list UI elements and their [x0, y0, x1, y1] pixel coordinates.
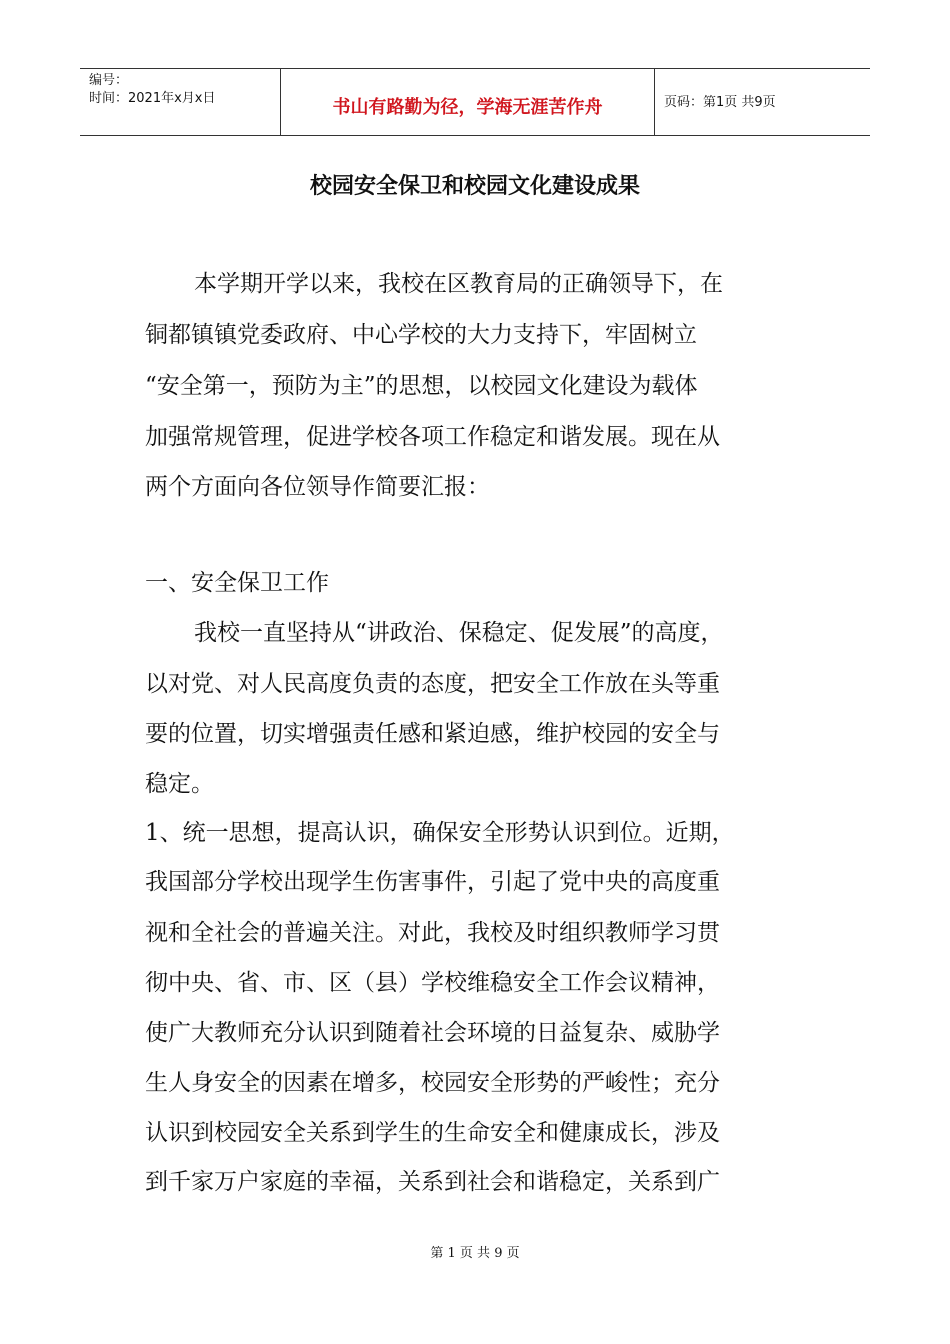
section-heading: 一、安全保卫工作	[145, 570, 329, 596]
body-line: 稳定。	[145, 771, 214, 797]
body-line: 1、统一思想，提高认识，确保安全形势认识到位。近期，	[145, 820, 735, 846]
body-line: 本学期开学以来，我校在区教育局的正确领导下，在	[194, 271, 723, 297]
page-header	[80, 68, 870, 136]
header-motto: 书山有路勤为径，学海无涯苦作舟	[332, 97, 603, 118]
header-motto-cell	[281, 69, 655, 135]
body-line: 我校一直坚持从“讲政治、保稳定、促发展”的高度，	[194, 620, 724, 646]
time-label: 时间：2021年x月x日	[89, 91, 216, 106]
body-line: 生人身安全的因素在增多，校园安全形势的严峻性；充分	[145, 1070, 720, 1096]
body-line: 加强常规管理，促进学校各项工作稳定和谐发展。现在从	[145, 424, 720, 450]
number-label: 编号：	[89, 73, 129, 88]
document-title: 校园安全保卫和校园文化建设成果	[309, 173, 640, 199]
body-line: 视和全社会的普遍关注。对此，我校及时组织教师学习贯	[145, 920, 720, 946]
body-line: “安全第一，预防为主”的思想，以校园文化建设为载体	[145, 373, 698, 399]
body-line: 我国部分学校出现学生伤害事件，引起了党中央的高度重	[145, 869, 720, 895]
header-page-label: 页码：第1页 共9页	[664, 95, 776, 110]
body-line: 铜都镇镇党委政府、中心学校的大力支持下，牢固树立	[145, 322, 697, 348]
body-line: 以对党、对人民高度负责的态度，把安全工作放在头等重	[145, 671, 720, 697]
header-page-cell	[655, 69, 870, 135]
body-line: 到千家万户家庭的幸福，关系到社会和谐稳定，关系到广	[145, 1169, 720, 1195]
body-line: 使广大教师充分认识到随着社会环境的日益复杂、威胁学	[145, 1020, 720, 1046]
body-line: 彻中央、省、市、区（县）学校维稳安全工作会议精神，	[145, 970, 720, 996]
body-line: 要的位置，切实增强责任感和紧迫感，维护校园的安全与	[145, 721, 720, 747]
page-footer: 第 1 页 共 9 页	[430, 1246, 520, 1261]
body-line: 认识到校园安全关系到学生的生命安全和健康成长，涉及	[145, 1120, 720, 1146]
body-line: 两个方面向各位领导作简要汇报：	[145, 474, 490, 500]
header-info-cell	[80, 69, 281, 135]
